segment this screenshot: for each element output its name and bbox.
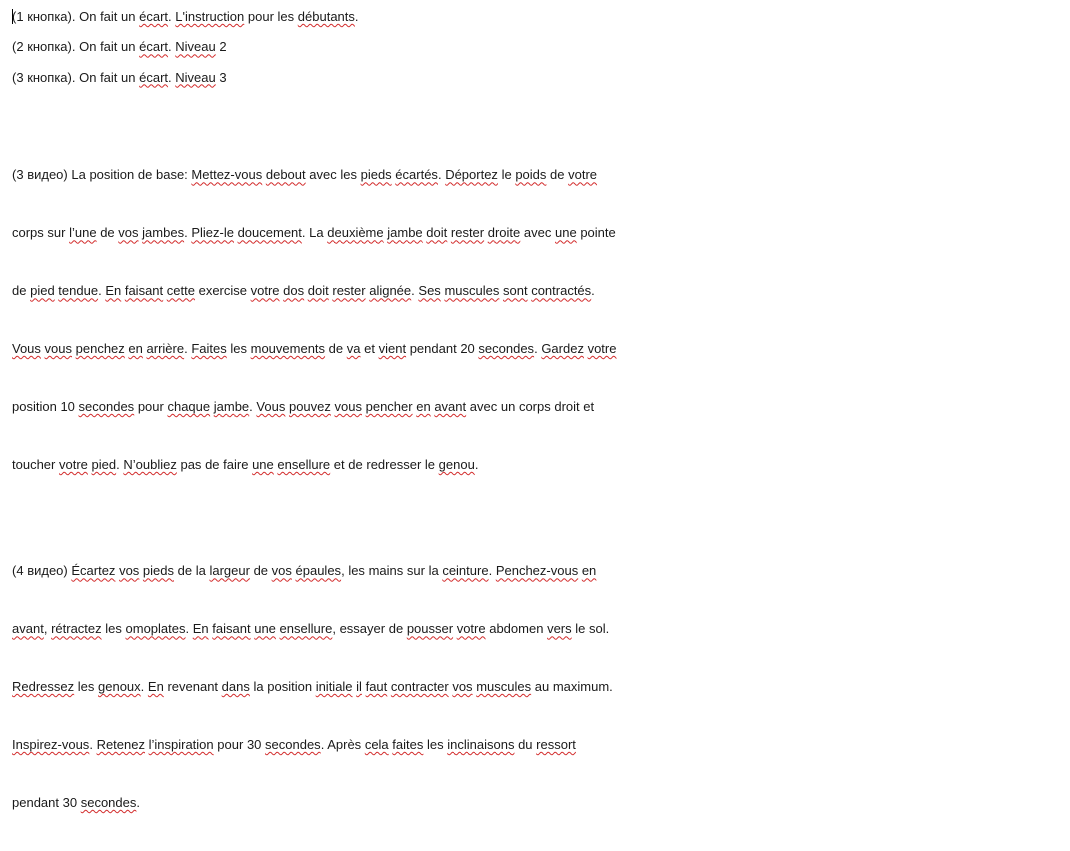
paragraph-video-4[interactable]	[12, 523, 652, 851]
paragraph-line: (3 видео) La position de base: Mettez-vous debout avec les pieds écartés. Déportez le poids de votre	[12, 167, 598, 183]
heading-line-2[interactable]: (2 кнопка). On fait un écart. Niveau 2	[12, 39, 227, 55]
paragraph-line: de pied tendue. En faisant cette exercise votre dos doit rester alignée. Ses muscules sont contractés.	[12, 283, 595, 299]
paragraph-line: Vous vous penchez en arrière. Faites les mouvements de va et vient pendant 20 secondes. Gardez votre	[12, 341, 617, 357]
paragraph-video-3[interactable]	[12, 127, 652, 513]
paragraph-line: position 10 secondes pour chaque jambe. Vous pouvez vous pencher en avant avec un corps droit et	[12, 399, 595, 415]
paragraph-line: Redressez les genoux. En revenant dans la position initiale il faut contracter vos muscules au maximum.	[12, 679, 613, 695]
paragraph-line: pendant 30 secondes.	[12, 794, 140, 810]
paragraph-line: toucher votre pied. N’oubliez pas de faire une ensellure et de redresser le genou.	[12, 456, 479, 472]
paragraph-line: avant, rétractez les omoplates. En faisant une ensellure, essayer de pousser votre abdomen vers le sol.	[12, 621, 610, 637]
paragraph-line: Inspirez-vous. Retenez l’inspiration pour 30 secondes. Après cela faites les inclinaisons du ressort	[12, 737, 576, 753]
paragraph-line: corps sur l’une de vos jambes. Pliez-le doucement. La deuxième jambe doit rester droite avec une pointe	[12, 225, 616, 241]
heading-line-3[interactable]: (3 кнопка). On fait un écart. Niveau 3	[12, 69, 227, 85]
heading-line-1[interactable]: (1 кнопка). On fait un écart. L'instruction pour les débutants.	[12, 9, 359, 24]
document-body[interactable]	[12, 7, 652, 851]
paragraph-line: (4 видео) Écartez vos pieds de la largeur de vos épaules, les mains sur la ceinture. Penchez-vous en	[12, 563, 597, 579]
